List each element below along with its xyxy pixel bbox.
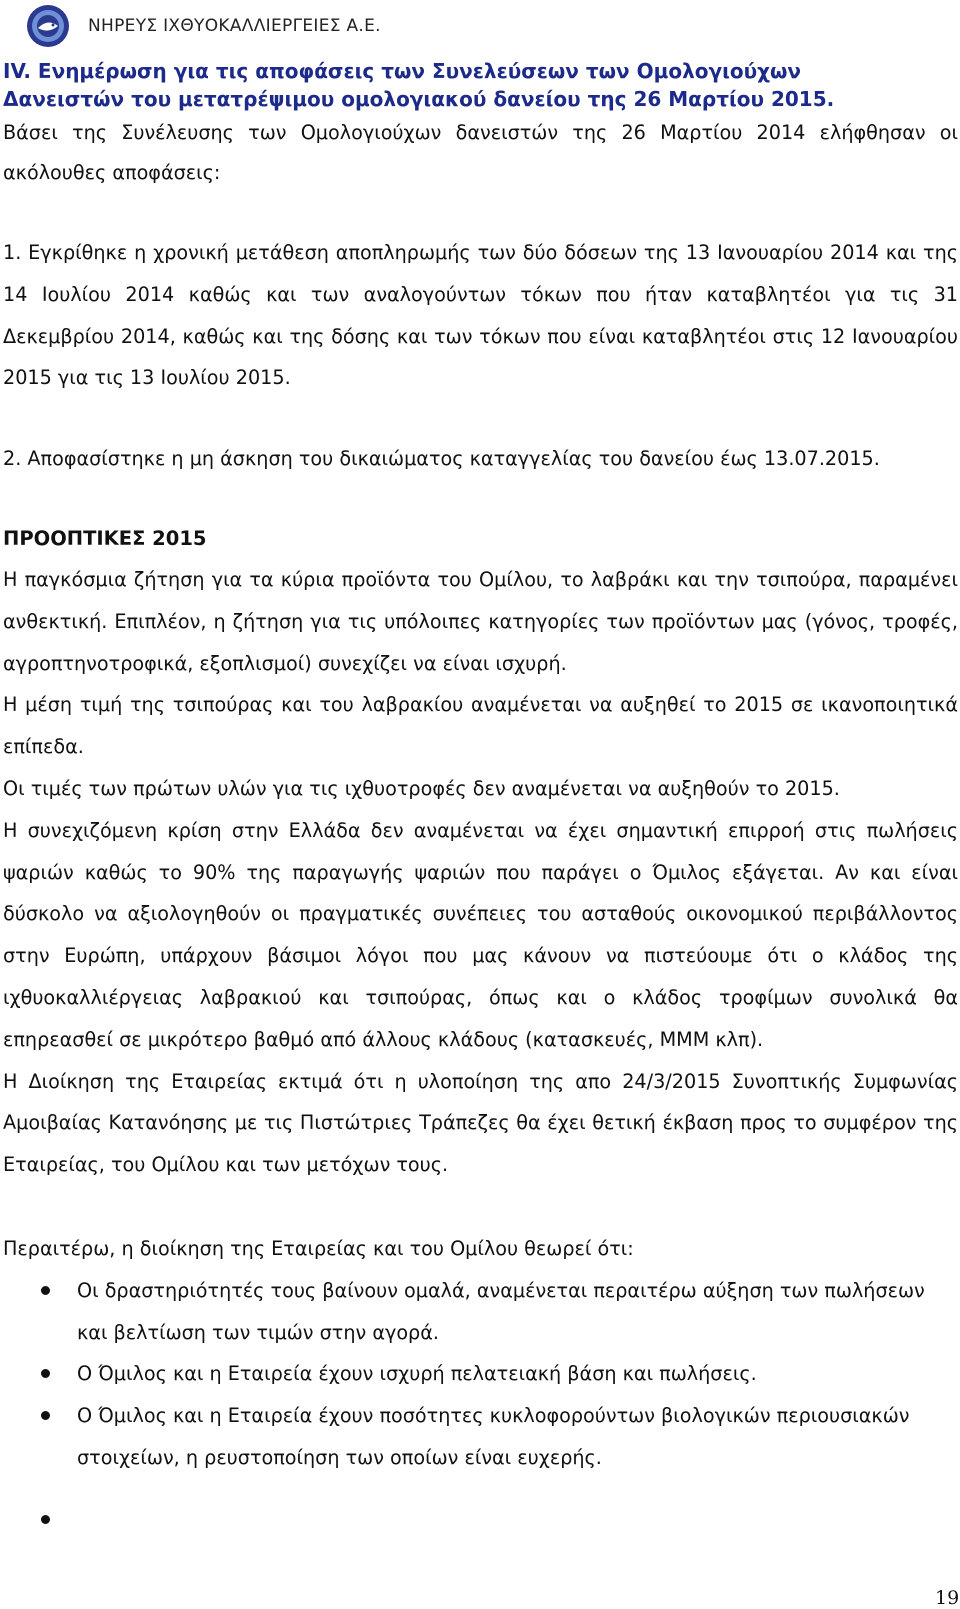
outlook-paragraph-2: Η μέση τιμή της τσιπούρας και του λαβρακίου αναμένεται να αυξηθεί το 2015 σε ικανοποιητικά επίπεδα. [3,693,958,759]
list-item-text: Ο Όμιλος και η Εταιρεία έχουν ισχυρή πελατειακή βάση και πωλήσεις. [77,1362,757,1386]
outlook-heading: ΠΡΟΟΠΤΙΚΕΣ 2015 [3,526,207,550]
spacer [3,193,958,232]
list-item-text: Οι δραστηριότητές τους βαίνουν ομαλά, αναμένεται περαιτέρω αύξηση των πωλήσεων και βελτίωση των τιμών στην αγορά. [77,1278,925,1344]
bullet-icon [41,1286,50,1295]
list-item [3,1395,958,1479]
decision-2: 2. Αποφασίστηκε η μη άσκηση του δικαιώματος καταγγελίας του δανείου έως 13.07.2015. [3,447,880,471]
section-title-line2: Δανειστών του μετατρέψιμου ομολογιακού δανείου της 26 Μαρτίου 2015. [3,87,835,111]
section-title-line1: IV. Ενημέρωση για τις αποφάσεις των Συνελεύσεων των Ομολογιούχων [3,59,802,83]
spacer [3,1186,958,1228]
page-number: 19 [935,1587,960,1609]
outlook-paragraph-5: Η Διοίκηση της Εταιρείας εκτιμά ότι η υλοποίηση της απο 24/3/2015 Συνοπτικής Συμφωνίας Αμοιβαίας Κατανόησης με τις Πιστώτριες Τράπεζες θα έχει θετική έκβαση προς το συμφέρον της Εταιρείας, του Ομίλου και των μετόχων τους. [3,1069,958,1177]
list-item [3,1353,958,1395]
list-item [3,1499,958,1541]
decision-1: 1. Εγκρίθηκε η χρονική μετάθεση αποπληρωμής των δύο δόσεων της 13 Ιανουαρίου 2014 και της 14 Ιουλίου 2014 καθώς και των αναλογούντων τόκων που ήταν καταβλητέοι για τις 31 Δεκεμβρίου 2014, καθώς και της δόσης και των τόκων που είναι καταβλητέοι στις 12 Ιανουαρίου 2015 για τις 13 Ιουλίου 2015. [3,241,958,390]
page-header [26,4,381,48]
further-intro: Περαιτέρω, η διοίκηση της Εταιρείας και του Ομίλου θεωρεί ότι: [3,1236,634,1260]
outlook-paragraph-3: Οι τιμές των πρώτων υλών για τις ιχθυοτροφές δεν αναμένεται να αυξηθούν το 2015. [3,776,840,800]
list-item-text: Ο Όμιλος και η Εταιρεία έχουν ποσότητες κυκλοφορούντων βιολογικών περιουσιακών στοιχείων, η ρευστοποίηση των οποίων είναι ευχερής. [77,1404,910,1469]
list-item [3,1270,958,1354]
outlook-paragraph-1: Η παγκόσμια ζήτηση για τα κύρια προϊόντα του Ομίλου, το λαβράκι και την τσιπούρα, παραμένει ανθεκτική. Επιπλέον, η ζήτηση για τις υπόλοιπες κατηγορίες των προϊόντων μας (γόνος, τροφές, αγροπτηνοτροφικά, εξοπλισμοί) συνεχίζει να είναι ισχυρή. [3,567,958,675]
document-body [3,57,958,1541]
spacer [3,399,958,438]
intro-paragraph: Βάσει της Συνέλευσης των Ομολογιούχων δανειστών της 26 Μαρτίου 2014 ελήφθησαν οι ακόλουθες αποφάσεις: [3,121,958,184]
outlook-bullet-list [3,1270,958,1541]
bullet-icon [41,1515,50,1524]
spacer [3,480,958,519]
bullet-icon [41,1369,50,1378]
bullet-icon [41,1411,50,1420]
company-name: ΝΗΡΕΥΣ ΙΧΘΥΟΚΑΛΛΙΕΡΓΕΙΕΣ Α.Ε. [88,16,381,36]
company-logo-icon [26,4,70,48]
outlook-paragraph-4: Η συνεχιζόμενη κρίση στην Ελλάδα δεν αναμένεται να έχει σημαντική επιρροή στις πωλήσεις ψαριών καθώς το 90% της παραγωγής ψαριών που παράγει ο Όμιλος εξάγεται. Αν και είναι δύσκολο να αξιολογηθούν οι πραγματικές συνέπειες του ασταθούς οικονομικού περιβάλλοντος στην Ευρώπη, υπάρχουν βάσιμοι λόγοι που μας κάνουν να πιστεύουμε ότι ο κλάδος της ιχθυοκαλλιέργειας λαβρακιού και τσιπούρας, όπως και ο κλάδος τροφίμων συνολικά θα επηρεασθεί σε μικρότερο βαθμό από άλλους κλάδους (κατασκευές, ΜΜΜ κλπ). [3,818,958,1051]
